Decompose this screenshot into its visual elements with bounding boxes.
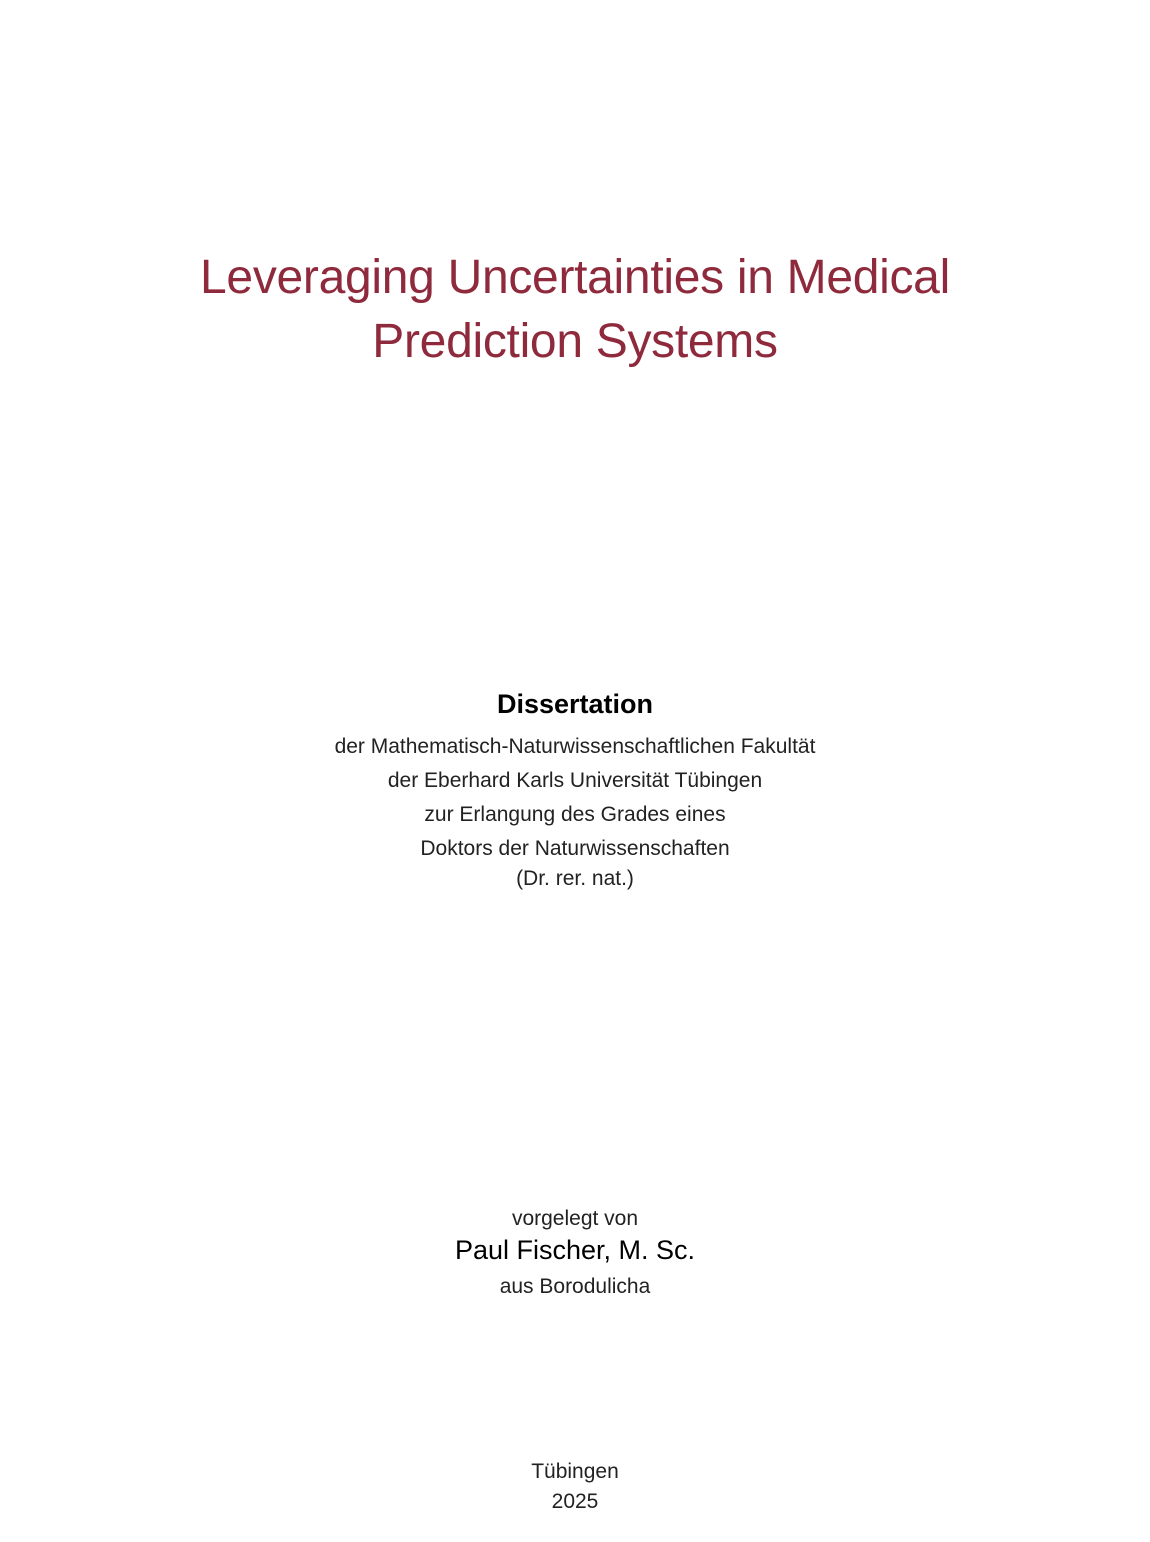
author-origin: aus Borodulicha — [499, 1275, 651, 1298]
dissertation-description — [0, 730, 1150, 894]
submitted-by-label: vorgelegt von — [511, 1207, 639, 1230]
author-name: Paul Fischer, M. Sc. — [454, 1235, 696, 1265]
purpose-line: zur Erlangung des Grades eines — [424, 803, 726, 826]
faculty-line: der Mathematisch-Naturwissenschaftlichen Fakultät — [334, 735, 816, 758]
university-line: der Eberhard Karls Universität Tübingen — [387, 769, 763, 792]
thesis-title-line-2: Prediction Systems — [372, 315, 778, 368]
publication-place: Tübingen — [531, 1460, 619, 1483]
degree-line: Doktors der Naturwissenschaften — [420, 837, 730, 860]
dissertation-heading: Dissertation — [496, 689, 654, 719]
thesis-title-line-1: Leveraging Uncertainties in Medical — [200, 251, 950, 304]
degree-abbreviation: (Dr. rer. nat.) — [516, 867, 634, 890]
thesis-title — [0, 246, 1150, 374]
publication-year: 2025 — [551, 1490, 599, 1513]
